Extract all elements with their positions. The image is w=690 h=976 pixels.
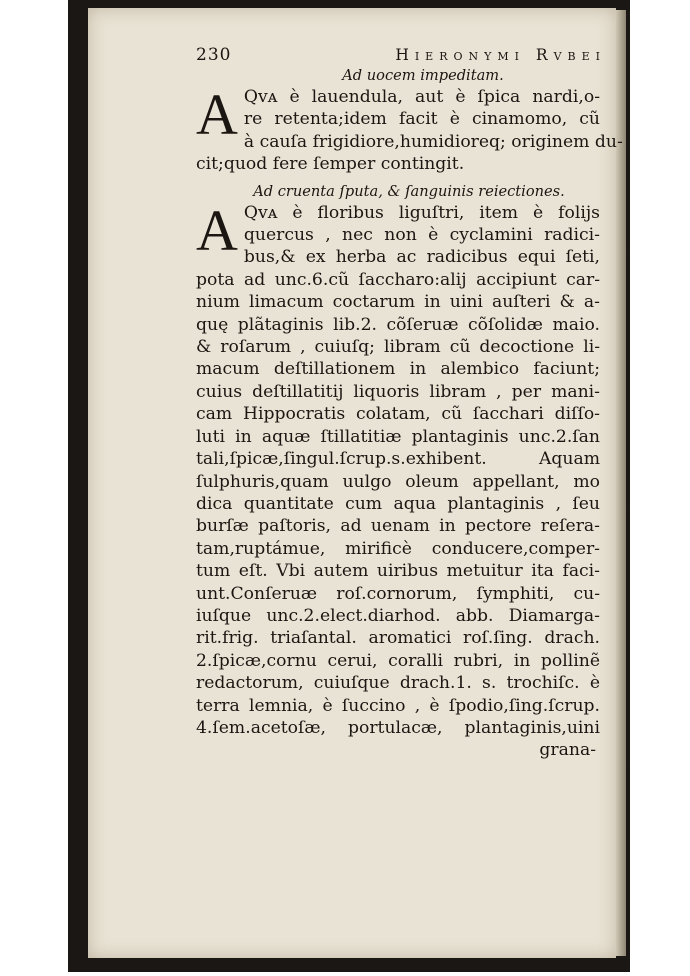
page-text	[196, 44, 623, 762]
text-line: 2.ſpicæ,cornu cerui, coralli rubri, in pollinẽ	[196, 650, 600, 671]
text-line: quę plãtaginis lib.2. cõſeruæ cõſolidæ maio.	[196, 314, 600, 335]
text-line: macum deſtillationem in alembico faciunt;	[196, 359, 600, 380]
text-line: nium limacum coctarum in uini auſteri & a-	[196, 292, 600, 313]
text-line: quercus , nec non è cyclamini radici-	[243, 225, 600, 246]
text-line: cit;quod fere ſemper contingit.	[196, 154, 465, 175]
text-line: redactorum, cuiuſque drach.1. s. trochiſc. è	[196, 673, 600, 694]
text-line: iuſque unc.2.elect.diarhod. abb. Diamarga-	[196, 605, 600, 626]
text-line: cam Hippocratis colatam, cũ ſacchari diſſo-	[196, 404, 600, 425]
catchword: grana-	[539, 740, 596, 761]
text-line: à cauſa frigidiore,humidioreq; originem du-	[243, 131, 623, 152]
text-line: Qᴠᴀ è floribus liguſtri, item è folijs	[243, 202, 600, 223]
text-line: cuius deſtillatitij liquoris libram , per mani-	[196, 381, 600, 402]
text-line: terra lemnia, è ſuccino , è ſpodio,ſing.ſcrup.	[196, 695, 600, 716]
page-header	[196, 44, 606, 66]
text-line: bus,& ex herba ac radicibus equi ſeti,	[243, 247, 600, 268]
text-line: tam,ruptámue, mirificè conducere,comper-	[196, 538, 600, 559]
section-heading: Ad uocem impeditam.	[342, 67, 504, 84]
text-line: re retenta;idem facit è cinamomo, cũ	[243, 109, 600, 130]
text-line: & roſarum , cuiuſq; libram cũ decoctione li-	[196, 337, 600, 358]
text-line: dica quantitate cum aqua plantaginis , ſeu	[196, 493, 600, 514]
page-number: 230	[196, 45, 232, 65]
text-line: tum eſt. Vbi autem uiribus metuitur ita faci-	[196, 561, 600, 582]
text-line: tali,ſpicæ,ſingul.ſcrup.s.exhibent. Aquam	[196, 449, 600, 470]
text-line: ſulphuris,quam uulgo oleum appellant, mo	[196, 471, 600, 492]
text-line: unt.Conſeruæ roſ.cornorum, ſymphiti, cu-	[196, 583, 600, 604]
running-head: Hieronymi Rvbei	[395, 46, 606, 64]
drop-initial: A	[196, 82, 238, 147]
text-line: luti in aquæ ſtillatitiæ plantaginis unc.2.ſan	[196, 426, 600, 447]
text-line: rit.frig. triaſantal. aromatici roſ.ſing. drach.	[196, 628, 600, 649]
section-heading: Ad cruenta ſputa, & ſanguinis reiectiones.	[253, 182, 565, 200]
paragraph	[196, 197, 600, 762]
paragraph	[196, 82, 623, 176]
text-line: Qᴠᴀ è lauendula, aut è ſpica nardi,o-	[243, 87, 600, 107]
text-line: 4.ſem.acetoſæ, portulacæ, plantaginis,uini	[196, 717, 600, 738]
drop-initial: A	[196, 197, 238, 263]
text-line: pota ad unc.6.cũ ſaccharo:alij accipiunt car-	[196, 269, 600, 290]
text-line: burſæ paſtoris, ad uenam in pectore reſera-	[196, 516, 600, 537]
